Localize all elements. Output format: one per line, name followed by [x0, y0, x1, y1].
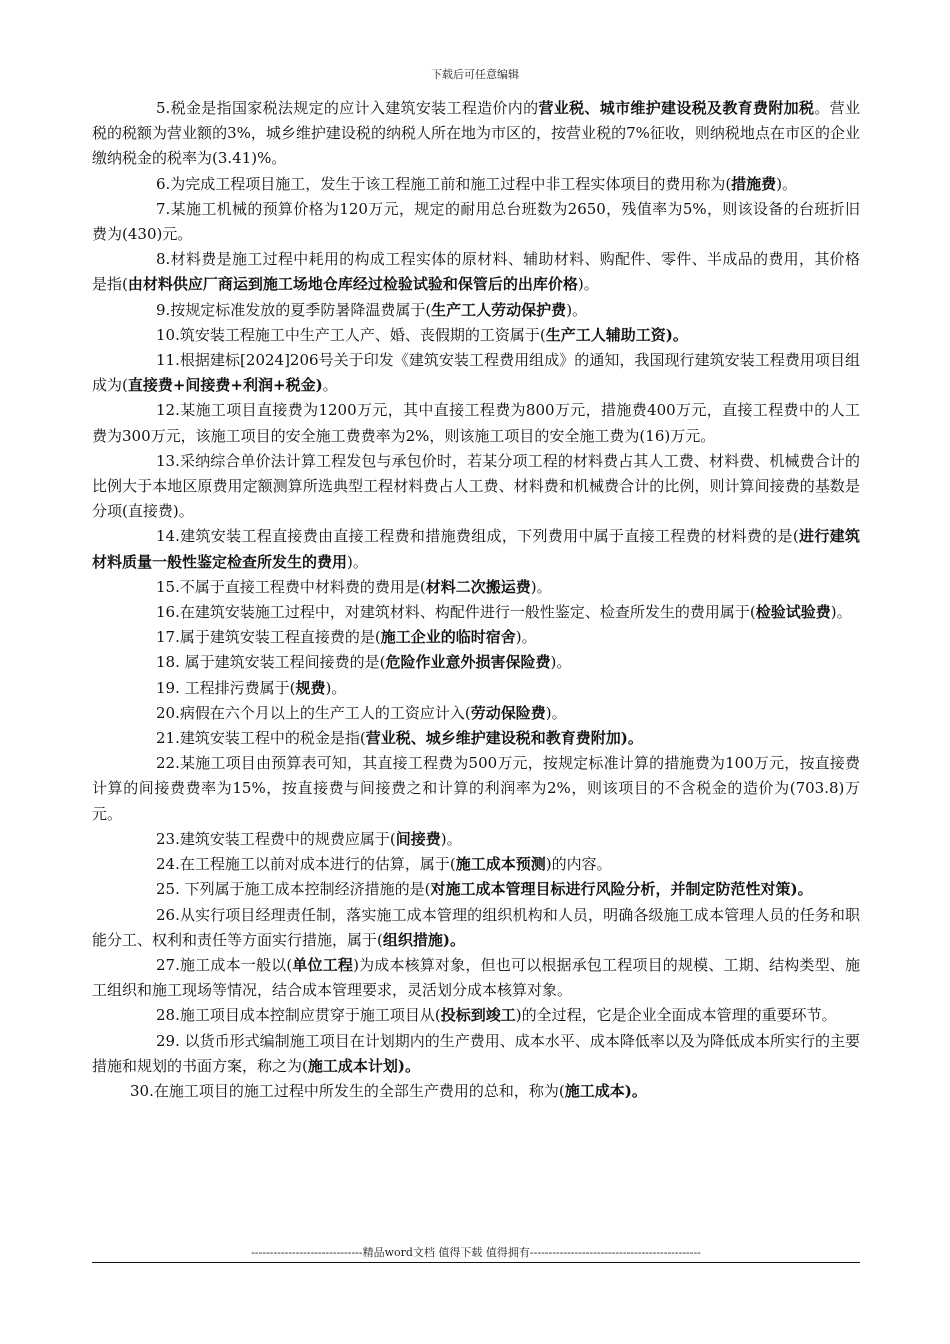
question-item — [92, 449, 860, 525]
question-text: 12.某施工项目直接费为1200万元，其中直接工程费为800万元，措施费400万元，直接工程费中的人工费为300万元，该施工项目的安全施工费费率为2%，则该施工项目的安全施工费为(16)万元。 — [92, 401, 860, 445]
answer-text: 检验试验费 — [755, 603, 831, 622]
question-text: 20.病假在六个月以上的生产工人的工资应计入( — [156, 703, 471, 722]
answer-text: 单位工程 — [292, 955, 354, 974]
question-text: 9.按规定标准发放的夏季防暑降温费属于( — [156, 300, 432, 319]
question-item — [92, 96, 860, 172]
question-text: 19. 工程排污费属于( — [156, 678, 296, 697]
question-item — [92, 398, 860, 448]
question-text: 16.在建筑安装施工过程中，对建筑材料、构配件进行一般性鉴定、检查所发生的费用属于( — [156, 603, 756, 622]
answer-text: 对施工成本管理目标进行风险分析，并制定防范性对策)。 — [430, 880, 813, 899]
question-text: )。 — [440, 829, 462, 848]
question-item — [92, 650, 860, 675]
answer-text: 措施费 — [731, 174, 777, 193]
question-text: 21.建筑安装工程中的税金是指( — [156, 729, 366, 748]
question-text: 10.筑安装工程施工中生产工人产、婚、丧假期的工资属于( — [156, 325, 546, 344]
question-item — [92, 524, 860, 574]
footer-rule — [92, 1262, 860, 1263]
question-text: 22.某施工项目由预算表可知，其直接工程费为500万元，按规定标准计算的措施费为100万元，按直接费计算的间接费费率为15%，按直接费与间接费之和计算的利润率为2%，则该项目的不含税金的造价为(703.8)万元。 — [92, 754, 860, 823]
page-footer: ------------------------------精品word文档 值得下载 值得拥有---------------------------------------------- — [251, 1246, 701, 1259]
answer-text: 生产工人劳动保护费 — [431, 300, 567, 319]
answer-text: 间接费 — [395, 829, 441, 848]
question-text: )。 — [830, 603, 852, 622]
question-text: 28.施工项目成本控制应贯穿于施工项目从( — [156, 1006, 441, 1025]
question-item — [92, 197, 860, 247]
answer-text: 劳动保险费 — [470, 703, 546, 722]
question-item — [92, 701, 860, 726]
question-text: )。 — [530, 577, 552, 596]
answer-text: 施工成本预测 — [455, 855, 546, 874]
question-item — [92, 726, 860, 751]
question-text: 8.材料费是施工过程中耗用的构成工程实体的原材料、辅助材料、购配件、零件、半成品的费用，其价格是指( — [92, 250, 860, 294]
question-text: )。 — [545, 703, 567, 722]
answer-text: 由材料供应厂商运到施工场地仓库经过检验试验和保管后的出库价格 — [127, 275, 578, 294]
question-text: 7.某施工机械的预算价格为120万元，规定的耐用总台班数为2650，残值率为5%，则该设备的台班折旧费为(430)元。 — [92, 199, 860, 244]
question-text: 30.在施工项目的施工过程中所发生的全部生产费用的总和，称为( — [130, 1081, 565, 1100]
answer-text: 营业税、城市维护建设税及教育费附加税 — [538, 99, 815, 117]
question-text: )的全过程，它是企业全面成本管理的重要环节。 — [515, 1006, 837, 1025]
question-item — [92, 751, 860, 827]
question-text: )的内容。 — [545, 855, 612, 874]
question-text: 24.在工程施工以前对成本进行的估算，属于( — [156, 855, 456, 874]
answer-text: 组织措施)。 — [382, 930, 465, 949]
question-text: 26.从实行项目经理责任制，落实施工成本管理的组织机构和人员，明确各级施工成本管理人员的任务和职能分工、权利和责任等方面实行措施，属于( — [92, 905, 860, 949]
question-text: 14.建筑安装工程直接费由直接工程费和措施费组成，下列费用中属于直接工程费的材料费的是( — [156, 527, 799, 546]
answer-text: 生产工人辅助工资)。 — [545, 325, 688, 344]
question-text: 17.属于建筑安装工程直接费的是( — [156, 628, 381, 647]
question-text: )。 — [325, 678, 347, 697]
question-text: )。 — [577, 275, 599, 294]
answer-text: 进行建筑材料质量一般性鉴定检查所发生的费用 — [92, 527, 860, 571]
question-item — [92, 1003, 860, 1028]
question-item — [92, 1079, 860, 1104]
question-text: 6.为完成工程项目施工，发生于该工程施工前和施工过程中非工程实体项目的费用称为( — [156, 174, 732, 193]
question-text: 。 — [322, 376, 338, 395]
question-text: 27.施工成本一般以( — [156, 955, 293, 974]
question-text: 15.不属于直接工程费中材料费的费用是( — [156, 577, 426, 596]
answer-text: 营业税、城乡维护建设税和教育费附加)。 — [365, 729, 643, 748]
question-text: 11.根据建标[2024]206号关于印发《建筑安装工程费用组成》的通知，我国现行建筑安装工程费用项目组成为( — [92, 351, 860, 395]
question-text: 。营业税的税额为营业额的3%，城乡维护建设税的纳税人所在地为市区的，按营业税的7%征收，则纳税地点在市区的企业缴纳税金的税率为(3.41)%。 — [92, 99, 860, 168]
question-text: )为成本核算对象，但也可以根据承包工程项目的规模、工期、结构类型、施工组织和施工现场等情况，结合成本管理要求，灵活划分成本核算对象。 — [92, 955, 860, 1000]
question-item — [92, 575, 860, 600]
question-item — [92, 172, 860, 197]
question-text: )。 — [347, 552, 368, 571]
question-text: 29. 以货币形式编制施工项目在计划期内的生产费用、成本水平、成本降低率以及为降低成本所实行的主要措施和规划的书面方案，称之为( — [92, 1031, 860, 1075]
answer-text: 投标到竣工 — [440, 1006, 516, 1025]
question-item — [92, 298, 860, 323]
question-list — [92, 96, 860, 1104]
question-text: 5.税金是指国家税法规定的应计入建筑安装工程造价内的 — [156, 99, 539, 117]
question-item — [92, 852, 860, 877]
answer-text: 规费 — [295, 678, 326, 697]
question-item — [92, 953, 860, 1003]
question-item — [92, 348, 860, 398]
question-item — [92, 903, 860, 953]
page-header: 下载后可任意编辑 — [431, 68, 519, 81]
question-item — [92, 323, 860, 348]
question-text: 23.建筑安装工程费中的规费应属于( — [156, 829, 396, 848]
question-item — [92, 600, 860, 625]
question-text: )。 — [515, 628, 537, 647]
answer-text: 施工企业的临时宿舍 — [380, 628, 516, 647]
question-item — [92, 1029, 860, 1079]
answer-text: 施工成本)。 — [564, 1081, 647, 1100]
answer-text: 材料二次搬运费 — [425, 577, 531, 596]
question-item — [92, 877, 860, 902]
question-item — [92, 827, 860, 852]
question-text: 13.采纳综合单价法计算工程发包与承包价时，若某分项工程的材料费占其人工费、材料费、机械费合计的比例大于本地区原费用定额测算所选典型工程材料费占人工费、材料费和机械费合计的比例，则计算间接费的基数是分项(直接费)。 — [92, 451, 860, 521]
question-item — [92, 625, 860, 650]
question-item — [92, 247, 860, 297]
question-text: )。 — [566, 300, 588, 319]
question-text: 18. 属于建筑安装工程间接费的是( — [156, 653, 386, 672]
answer-text: 施工成本计划)。 — [307, 1056, 420, 1075]
question-text: 25. 下列属于施工成本控制经济措施的是( — [156, 880, 431, 899]
question-item — [92, 676, 860, 701]
answer-text: 危险作业意外损害保险费 — [385, 653, 551, 672]
answer-text: 直接费+间接费+利润+税金) — [127, 376, 323, 395]
question-text: )。 — [776, 174, 798, 193]
question-text: )。 — [550, 653, 572, 672]
